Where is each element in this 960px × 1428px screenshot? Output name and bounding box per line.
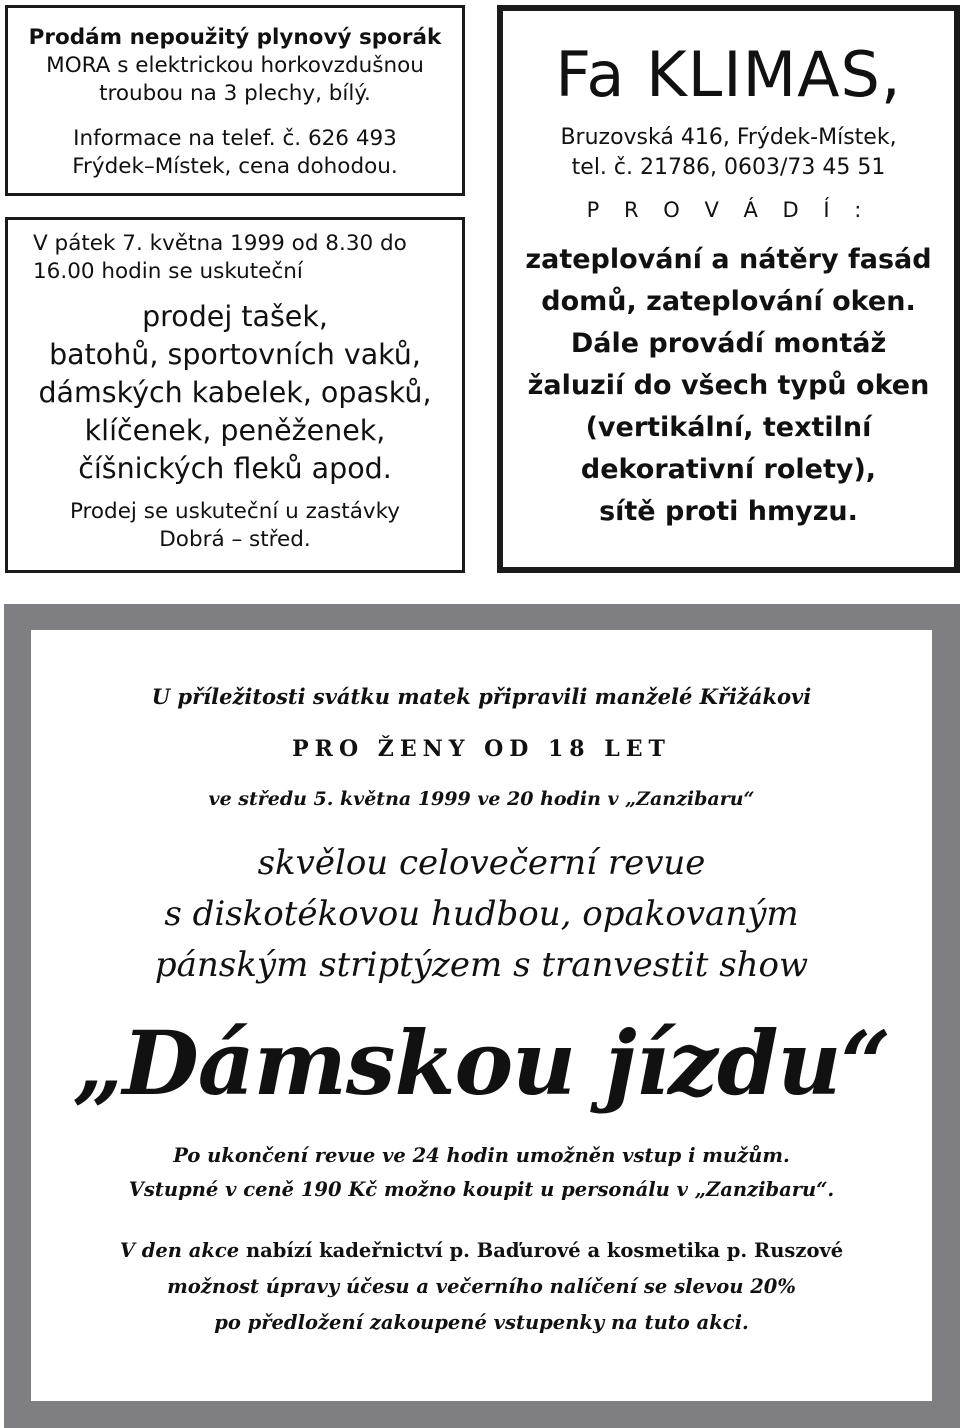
ad-klimas — [497, 5, 960, 573]
revue-offer-rest: nabízí kadeřnictví p. Baďurové a kosmetika p. Ruszové — [239, 1239, 844, 1262]
ad-bags-sale — [5, 217, 465, 573]
revue-headline: „Dámskou jízdu“ — [72, 1011, 891, 1115]
klimas-service: žaluzií do všech typů oken — [527, 370, 930, 401]
ad-revue-content — [31, 630, 932, 1401]
klimas-service: (vertikální, textilní — [585, 412, 872, 443]
klimas-service: zateplování a nátěry fasád — [525, 244, 932, 275]
klimas-service: Dále provádí montáž — [570, 328, 887, 359]
revue-description: pánským striptýzem s tranvestit show — [154, 945, 809, 985]
klimas-phone: tel. č. 21786, 0603/73 45 51 — [571, 155, 886, 180]
ad-stove-line: MORA s elektrickou horkovzdušnou — [46, 53, 424, 78]
klimas-service: sítě proti hmyzu. — [599, 496, 858, 527]
ad-bags-location: Prodej se uskuteční u zastávky — [69, 499, 401, 524]
ad-bags-item: batohů, sportovních vaků, — [49, 338, 421, 371]
ad-bags-item: prodej tašek, — [142, 300, 328, 333]
klimas-service: domů, zateplování oken. — [541, 286, 916, 317]
ad-revue-frame — [4, 604, 960, 1428]
ad-bags-item: číšnických fleků apod. — [78, 452, 392, 485]
ad-gas-stove — [5, 5, 465, 196]
ad-bags-location: Dobrá – střed. — [159, 527, 311, 552]
klimas-service: dekorativní rolety), — [580, 454, 877, 485]
ad-stove-title: Prodám nepoužitý plynový sporák — [28, 25, 442, 50]
ad-stove-line: troubou na 3 plechy, bílý. — [99, 81, 371, 106]
revue-note: Vstupné v ceně 190 Kč možno koupit u personálu v „Zanzibaru“. — [128, 1178, 835, 1201]
ad-bags-item: klíčenek, peněženek, — [84, 414, 386, 447]
revue-offer-lead: V den akce — [119, 1239, 240, 1262]
revue-note: Po ukončení revue ve 24 hodin umožněn vstup i mužům. — [173, 1144, 790, 1167]
revue-occasion: U příležitosti svátku matek připravili manželé Křižákovi — [151, 684, 812, 709]
revue-audience: PRO ŽENY OD 18 LET — [292, 736, 671, 762]
ad-bags-intro: 16.00 hodin se uskuteční — [33, 259, 303, 284]
ad-bags-intro: V pátek 7. května 1999 od 8.30 do — [33, 231, 407, 256]
ad-bags-item: dámských kabelek, opasků, — [38, 376, 432, 409]
revue-offer-line: možnost úpravy účesu a večerního nalíčení se slevou 20% — [167, 1275, 796, 1298]
ad-stove-info: Informace na telef. č. 626 493 — [73, 126, 397, 151]
revue-offer-line: po předložení zakoupené vstupenky na tuto akci. — [214, 1311, 749, 1334]
klimas-provadi: P R O V Á D Í : — [586, 198, 871, 222]
revue-description: s diskotékovou hudbou, opakovaným — [164, 894, 799, 934]
revue-when: ve středu 5. května 1999 ve 20 hodin v „Zanzibaru“ — [208, 788, 755, 810]
klimas-brand: Fa KLIMAS, — [555, 38, 902, 111]
revue-offer — [31, 1233, 932, 1269]
revue-description: skvělou celovečerní revue — [257, 843, 706, 883]
ad-stove-info: Frýdek–Místek, cena dohodou. — [72, 154, 398, 179]
klimas-address: Bruzovská 416, Frýdek-Místek, — [560, 125, 897, 150]
